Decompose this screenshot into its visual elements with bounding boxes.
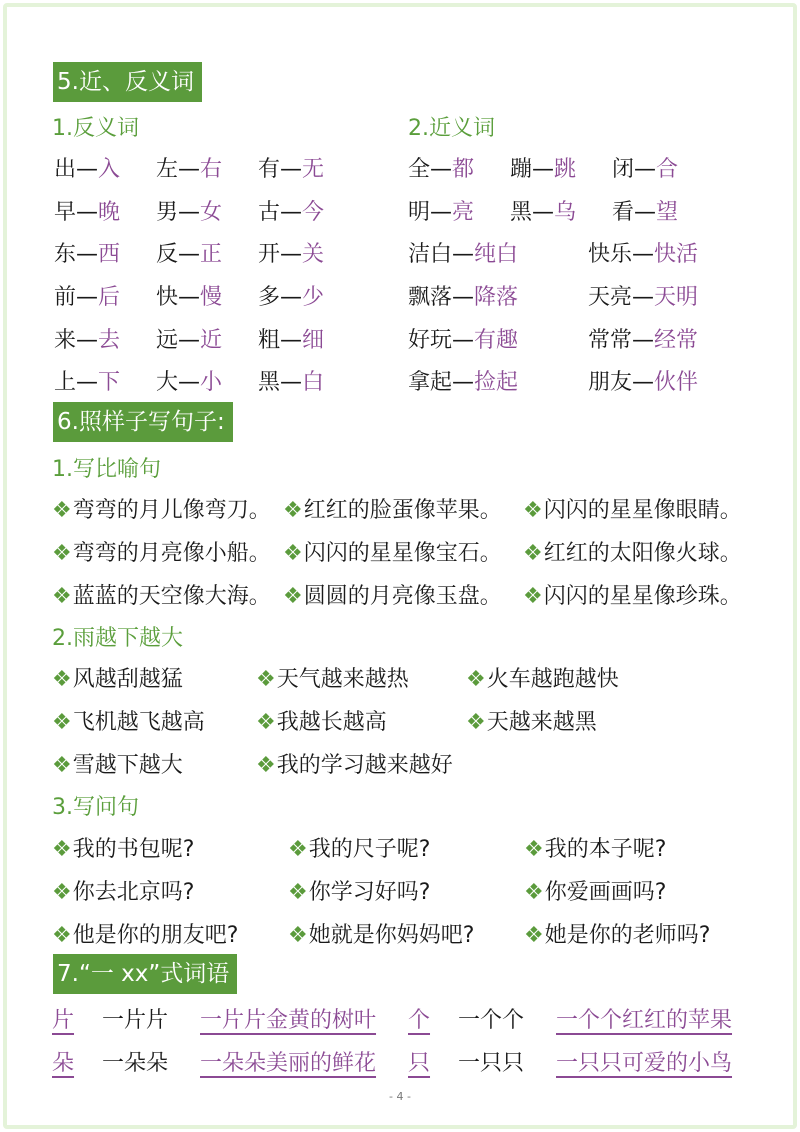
dash: —	[178, 370, 201, 395]
word-pair-answer: 天明	[654, 285, 699, 310]
word-pair	[156, 152, 222, 183]
simile-sentence	[523, 493, 742, 524]
bullet-icon: ❖	[466, 667, 486, 692]
yi-xx-link: 朵	[52, 1051, 75, 1076]
yue-phrase	[256, 705, 387, 736]
word-pair	[156, 195, 222, 226]
yi-xx-link: 片	[52, 1008, 75, 1033]
question-sentence	[288, 875, 430, 906]
dash: —	[280, 242, 303, 267]
word-pair-answer: 乌	[554, 200, 577, 225]
word-pair	[588, 280, 698, 311]
bullet-icon: ❖	[466, 710, 486, 735]
yi-xx-word: 一片片	[102, 1008, 169, 1033]
word-plain: 开	[258, 242, 281, 267]
simile-sentence-text: 红红的脸蛋像苹果。	[303, 498, 502, 523]
yue-phrase-text: 天越来越黑	[486, 710, 597, 735]
simile-sentence-text: 圆圆的月亮像玉盘。	[303, 584, 502, 609]
dash: —	[280, 157, 303, 182]
word-pair-answer: 入	[98, 157, 121, 182]
word-plain: 快	[156, 285, 179, 310]
dash: —	[632, 328, 655, 353]
word-pair-answer: 慢	[200, 285, 223, 310]
word-pair	[612, 195, 678, 226]
word-plain: 东	[54, 242, 77, 267]
bullet-icon: ❖	[283, 584, 303, 609]
word-plain: 常常	[588, 328, 633, 353]
word-pair-answer: 有趣	[474, 328, 519, 353]
word-pair-answer: 关	[302, 242, 325, 267]
word-plain: 粗	[258, 328, 281, 353]
word-pair	[258, 195, 324, 226]
simile-sentence-text: 闪闪的星星像珍珠。	[543, 584, 742, 609]
bullet-icon: ❖	[52, 880, 72, 905]
bullet-icon: ❖	[524, 923, 544, 948]
dash: —	[430, 200, 453, 225]
word-pair	[408, 323, 518, 354]
word-pair-answer: 纯白	[474, 242, 519, 267]
word-plain: 有	[258, 157, 281, 182]
word-plain: 明	[408, 200, 431, 225]
simile-sentence	[523, 579, 742, 610]
yue-phrase	[52, 748, 183, 779]
word-pair-answer: 细	[302, 328, 325, 353]
yue-phrase-text: 雪越下越大	[72, 753, 183, 778]
simile-sentence	[52, 579, 271, 610]
yi-xx-link: 个	[408, 1008, 431, 1033]
bullet-icon: ❖	[52, 541, 72, 566]
question-sentence	[524, 875, 666, 906]
yue-phrase-text: 我越长越高	[276, 710, 387, 735]
question-sentence-text: 我的书包呢?	[72, 837, 195, 862]
word-pair	[258, 323, 324, 354]
word-pair	[408, 365, 518, 396]
word-pair-answer: 下	[98, 370, 121, 395]
word-plain: 朋友	[588, 370, 633, 395]
yue-phrase	[466, 662, 619, 693]
word-pair	[156, 280, 222, 311]
question-sentence-text: 她就是你妈妈吧?	[308, 923, 475, 948]
word-plain: 古	[258, 200, 281, 225]
bullet-icon: ❖	[256, 710, 276, 735]
bullet-icon: ❖	[52, 584, 72, 609]
question-sentence	[52, 832, 194, 863]
word-plain: 来	[54, 328, 77, 353]
word-pair	[258, 237, 324, 268]
bullet-icon: ❖	[288, 923, 308, 948]
word-pair-answer: 去	[98, 328, 121, 353]
word-pair	[258, 280, 324, 311]
word-plain: 男	[156, 200, 179, 225]
word-pair-answer: 都	[452, 157, 475, 182]
word-pair	[588, 323, 698, 354]
word-pair-answer: 正	[200, 242, 223, 267]
word-plain: 出	[54, 157, 77, 182]
word-plain: 上	[54, 370, 77, 395]
dash: —	[632, 242, 655, 267]
dash: —	[178, 200, 201, 225]
dash: —	[76, 370, 99, 395]
simile-sentence	[52, 536, 271, 567]
bullet-icon: ❖	[523, 498, 543, 523]
word-pair	[408, 280, 518, 311]
bullet-icon: ❖	[52, 837, 72, 862]
simile-sentence	[523, 536, 742, 567]
word-pair	[258, 152, 324, 183]
word-pair	[54, 237, 120, 268]
question-sentence-text: 他是你的朋友吧?	[72, 923, 239, 948]
word-pair-answer: 晚	[98, 200, 121, 225]
word-pair	[258, 365, 324, 396]
dash: —	[632, 370, 655, 395]
word-plain: 远	[156, 328, 179, 353]
word-pair	[156, 237, 222, 268]
word-plain: 前	[54, 285, 77, 310]
word-plain: 多	[258, 285, 281, 310]
dash: —	[452, 370, 475, 395]
simile-sentence	[52, 493, 271, 524]
question-sentence-text: 你去北京吗?	[72, 880, 195, 905]
word-plain: 全	[408, 157, 431, 182]
dash: —	[280, 370, 303, 395]
word-plain: 大	[156, 370, 179, 395]
yue-phrase-text: 飞机越飞越高	[72, 710, 205, 735]
word-plain: 快乐	[588, 242, 633, 267]
dash: —	[452, 242, 475, 267]
bullet-icon: ❖	[52, 923, 72, 948]
simile-sentence	[283, 493, 502, 524]
bullet-icon: ❖	[256, 753, 276, 778]
yue-title: 2.雨越下越大	[52, 626, 183, 651]
yi-xx-link: 只	[408, 1051, 431, 1076]
section-6-title: 6.照样子写句子:	[53, 402, 233, 442]
yi-xx-word: 一朵朵	[102, 1051, 169, 1076]
dash: —	[76, 242, 99, 267]
word-pair	[54, 280, 120, 311]
yue-phrase-text: 天气越来越热	[276, 667, 409, 692]
section-7-title: 7.“一 xx”式词语	[53, 954, 237, 994]
bullet-icon: ❖	[52, 710, 72, 735]
dash: —	[76, 157, 99, 182]
bullet-icon: ❖	[524, 837, 544, 862]
question-sentence	[524, 832, 666, 863]
word-pair-answer: 无	[302, 157, 325, 182]
simile-sentence-text: 蓝蓝的天空像大海。	[72, 584, 271, 609]
word-pair-answer: 伙伴	[654, 370, 699, 395]
section-5-title: 5.近、反义词	[53, 62, 202, 102]
word-plain: 洁白	[408, 242, 453, 267]
dash: —	[532, 157, 555, 182]
yue-phrase-text: 火车越跑越快	[486, 667, 619, 692]
page-number: - 4 -	[389, 1090, 411, 1103]
word-pair-answer: 少	[302, 285, 325, 310]
word-pair	[54, 152, 120, 183]
word-pair	[510, 152, 576, 183]
word-plain: 好玩	[408, 328, 453, 353]
word-pair	[408, 195, 474, 226]
dash: —	[452, 328, 475, 353]
word-pair-answer: 合	[656, 157, 679, 182]
yue-phrase	[52, 662, 183, 693]
word-pair	[156, 365, 222, 396]
yi-xx-word: 一只只	[458, 1051, 525, 1076]
word-pair	[588, 365, 698, 396]
question-sentence	[288, 832, 430, 863]
word-pair-answer: 小	[200, 370, 223, 395]
yi-xx-link: 一只只可爱的小鸟	[556, 1051, 733, 1076]
dash: —	[76, 200, 99, 225]
word-pair-answer: 后	[98, 285, 121, 310]
yue-phrase	[256, 662, 409, 693]
question-sentence-text: 你爱画画吗?	[544, 880, 667, 905]
word-plain: 蹦	[510, 157, 533, 182]
word-pair	[588, 237, 698, 268]
word-pair-answer: 右	[200, 157, 223, 182]
dash: —	[634, 200, 657, 225]
simile-sentence	[283, 536, 502, 567]
bullet-icon: ❖	[283, 498, 303, 523]
dash: —	[76, 328, 99, 353]
question-sentence	[52, 875, 194, 906]
bullet-icon: ❖	[52, 498, 72, 523]
bullet-icon: ❖	[523, 584, 543, 609]
dash: —	[430, 157, 453, 182]
antonym-title: 1.反义词	[52, 116, 139, 141]
question-sentence	[524, 918, 710, 949]
word-pair-answer: 快活	[654, 242, 699, 267]
word-pair	[612, 152, 678, 183]
simile-sentence-text: 闪闪的星星像宝石。	[303, 541, 502, 566]
yi-xx-link: 一个个红红的苹果	[556, 1008, 733, 1033]
word-pair	[510, 195, 576, 226]
dash: —	[452, 285, 475, 310]
dash: —	[632, 285, 655, 310]
yue-phrase	[52, 705, 205, 736]
bullet-icon: ❖	[523, 541, 543, 566]
word-plain: 拿起	[408, 370, 453, 395]
question-title: 3.写问句	[52, 795, 139, 820]
word-plain: 黑	[258, 370, 281, 395]
dash: —	[178, 328, 201, 353]
word-pair-answer: 亮	[452, 200, 475, 225]
question-sentence	[288, 918, 474, 949]
word-plain: 飘落	[408, 285, 453, 310]
bullet-icon: ❖	[283, 541, 303, 566]
word-plain: 左	[156, 157, 179, 182]
dash: —	[634, 157, 657, 182]
bullet-icon: ❖	[52, 667, 72, 692]
simile-sentence	[283, 579, 502, 610]
simile-title: 1.写比喻句	[52, 457, 161, 482]
question-sentence	[52, 918, 238, 949]
bullet-icon: ❖	[52, 753, 72, 778]
synonym-title: 2.近义词	[408, 116, 495, 141]
word-pair	[54, 195, 120, 226]
word-pair-answer: 今	[302, 200, 325, 225]
word-pair	[156, 323, 222, 354]
bullet-icon: ❖	[288, 837, 308, 862]
yi-xx-link: 一片片金黄的树叶	[200, 1008, 377, 1033]
dash: —	[532, 200, 555, 225]
dash: —	[76, 285, 99, 310]
word-pair	[408, 152, 474, 183]
question-sentence-text: 你学习好吗?	[308, 880, 431, 905]
question-sentence-text: 她是你的老师吗?	[544, 923, 711, 948]
question-sentence-text: 我的尺子呢?	[308, 837, 431, 862]
bullet-icon: ❖	[256, 667, 276, 692]
word-plain: 看	[612, 200, 635, 225]
simile-sentence-text: 闪闪的星星像眼睛。	[543, 498, 742, 523]
word-pair-answer: 白	[302, 370, 325, 395]
bullet-icon: ❖	[524, 880, 544, 905]
word-pair-answer: 捡起	[474, 370, 519, 395]
word-pair-answer: 跳	[554, 157, 577, 182]
yi-xx-word: 一个个	[458, 1008, 525, 1033]
word-plain: 闭	[612, 157, 635, 182]
yue-phrase	[466, 705, 597, 736]
word-pair	[54, 323, 120, 354]
dash: —	[178, 157, 201, 182]
dash: —	[280, 200, 303, 225]
word-pair-answer: 经常	[654, 328, 699, 353]
word-pair-answer: 近	[200, 328, 223, 353]
bullet-icon: ❖	[288, 880, 308, 905]
word-pair-answer: 女	[200, 200, 223, 225]
yi-xx-link: 一朵朵美丽的鲜花	[200, 1051, 377, 1076]
yue-phrase	[256, 748, 453, 779]
word-plain: 反	[156, 242, 179, 267]
question-sentence-text: 我的本子呢?	[544, 837, 667, 862]
word-pair-answer: 西	[98, 242, 121, 267]
word-pair-answer: 望	[656, 200, 679, 225]
yue-phrase-text: 风越刮越猛	[72, 667, 183, 692]
dash: —	[178, 242, 201, 267]
word-plain: 天亮	[588, 285, 633, 310]
dash: —	[280, 328, 303, 353]
word-plain: 黑	[510, 200, 533, 225]
simile-sentence-text: 弯弯的月亮像小船。	[72, 541, 271, 566]
word-plain: 早	[54, 200, 77, 225]
word-pair-answer: 降落	[474, 285, 519, 310]
dash: —	[280, 285, 303, 310]
simile-sentence-text: 红红的太阳像火球。	[543, 541, 742, 566]
word-pair	[54, 365, 120, 396]
yue-phrase-text: 我的学习越来越好	[276, 753, 453, 778]
simile-sentence-text: 弯弯的月儿像弯刀。	[72, 498, 271, 523]
dash: —	[178, 285, 201, 310]
word-pair	[408, 237, 518, 268]
